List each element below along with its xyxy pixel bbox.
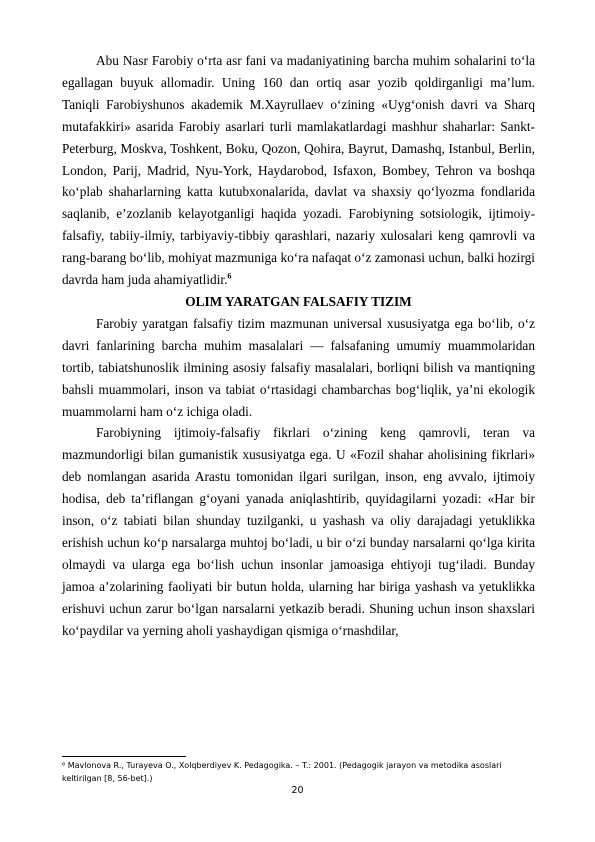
paragraph-3: Farobiyning ijtimoiy-falsafiy fikrlari o‘zining keng qamrovli, teran va mazmundorligi bilan gumanistik xususiyatga ega. U «Fozil shahar aholisining fikrlari» deb nomlangan asarida Arastu tomonidan ilgari surilgan, inson, eng avvalo, ijtimoiy hodisa, deb ta’riflangan g‘oyani yanada aniqlashtirib, quyidagilarni yozadi: «Har bir inson, o‘z tabiati bilan shunday tuzilganki, u yashash va oliy darajadagi yetuklikka erishish uchun ko‘p narsalarga muhtoj bo‘ladi, u bir o‘zi bunday narsalarni qo‘lga kirita olmaydi va ularga ega bo‘lish uchun insonlar jamoasiga ehtiyoji tug‘iladi. Bunday jamoa a’zolarining faoliyati bir butun holda, ularning har biriga yashash va yetuklikka erishuvi uchun zarur bo‘lgan narsalarni yetkazib beradi. Shuning uchun inson shaxslari ko‘paydilar va yerning aholi yashaydigan qismiga o‘rnashdilar, [62, 425, 535, 638]
footnote: ⁶ Mavlonova R., Turayeva O., Xolqberdiyev K. Pedagogika. – T.: 2001. (Pedagogik jarayon va metodika asoslari keltirilgan [8, 56-bet].) [62, 761, 502, 783]
footnote-divider [62, 756, 186, 757]
footnote-marker[interactable]: 6 [227, 271, 232, 281]
section-heading: OLIM YARATGAN FALSAFIY TIZIM [185, 293, 412, 309]
page-number: 20 [291, 785, 304, 796]
body-text [62, 50, 535, 641]
paragraph-1 [62, 50, 535, 291]
paragraph-1-text: Abu Nasr Farobiy o‘rta asr fani va madaniyatining barcha muhim sohalarini to‘la egallagan buyuk allomadir. Uning 160 dan ortiq asar yozib qoldirganligi ma’lum. Taniqli Farobiyshunos akademik M.Xayrullaev o‘zining «Uyg‘onish davri va Sharq mutafakkiri» asarida Farobiy asarlari turli mamlakatlardagi mashhur shaharlar: Sankt-Peterburg, Moskva, Toshkent, Boku, Qozon, Qohira, Bayrut, Damashq, Istanbul, Berlin, London, Parij, Madrid, Nyu-York, Haydarobod, Isfaxon, Bombey, Tehron va boshqa ko‘plab shaharlarning katta kutubxonalarida, davlat va shaxsiy qo‘lyozma fondlarida saqlanib, e’zozlanib kelayotganligi haqida yozadi. Farobiyning sotsiologik, ijtimoiy-falsafiy, tabiiy-ilmiy, tarbiyaviy-tibbiy qarashlari, nazariy xulosalari keng qamrovli va rang-barang bo‘lib, mohiyat mazmuniga ko‘ra nafaqat o‘z zamonasi uchun, balki hozirgi davrda ham juda ahamiyatlidir. [62, 53, 535, 288]
paragraph-2: Farobiy yaratgan falsafiy tizim mazmunan universal xususiyatga ega bo‘lib, o‘z davri fanlarining barcha muhim masalalari — falsafaning umumiy muammolaridan tortib, tabiatshunoslik ilmining asosiy falsafiy masalalari, borliqni bilish va mantiqning bahsli muammolari, inson va tabiat o‘rtasidagi chambarchas bog‘liqlik, ya’ni ekologik muammolarni ham o‘z ichiga oladi. [62, 315, 535, 419]
